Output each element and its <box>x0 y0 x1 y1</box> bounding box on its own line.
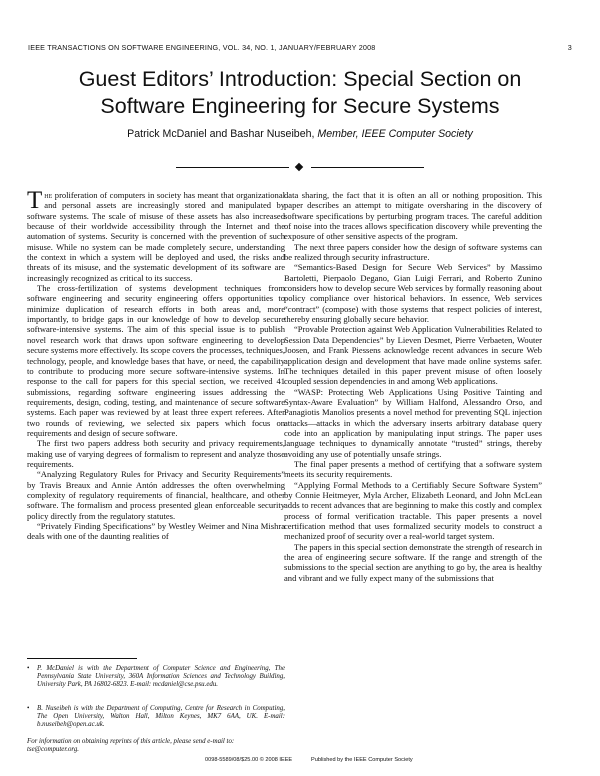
journal-header: IEEE TRANSACTIONS ON SOFTWARE ENGINEERING, VOL. 34, NO. 1, JANUARY/FEBRUARY 2008 <box>28 43 376 52</box>
divider-line-right <box>311 167 424 168</box>
footnote-text: For information on obtaining reprints of this article, please send e-mail to: tse@computer.org. <box>27 738 235 754</box>
article-title <box>0 66 600 120</box>
author-affiliation: Member, IEEE Computer Society <box>317 128 473 140</box>
drop-cap: T <box>27 187 43 214</box>
author-names: Patrick McDaniel and Bashar Nuseibeh, <box>127 128 318 140</box>
paragraph: “Provable Protection against Web Application Vulnerabilities Related to Session Data Dependencies” by Lieven Desmet, Pierre Verbaeten, Wouter Joosen, and Frank Piessens acknowledge recent advances in secure Web application design and development that have made online systems safer. The techniques detailed in this paper prevent misuse of often loosely coupled session dependencies in and among Web applications. <box>284 324 542 387</box>
paragraph: data sharing, the fact that it is often an all or nothing proposition. This paper describes an attempt to mitigate oversharing in the discovery of software specifications by perturbing program traces. The careful addition of noise into the traces allows specification discovery while preventing the exposure of other sensitive aspects of the program. <box>284 190 542 242</box>
paragraph: “Semantics-Based Design for Secure Web Services” by Massimo Bartoletti, Pierpaolo Degano, Gian Luigi Ferrari, and Roberto Zunino considers how to develop secure Web services by formally reasoning about policy compliance over historical behaviors. In essence, Web services “contract” (compose) with those systems that respect policies of interest, thereby ensuring globally secure behavior. <box>284 262 542 325</box>
footnote-mcdaniel <box>27 665 285 690</box>
author-line <box>0 128 600 140</box>
paragraph: “Applying Formal Methods to a Certifiably Secure Software System” by Connie Heitmeyer, Myla Archer, Elizabeth Leonard, and John McLean adds to recent advances that are beginning to make this costly and complex process of formal verification tractable. This paper presents a novel certification method that uses formalized security models to construct a mechanized proof of security over a real-world target system. <box>284 479 542 542</box>
footnote-text: P. McDaniel is with the Department of Computer Science and Engineering, The Pennsylvania State University, 360A Information Sciences and Technology Building, University Park, PA 16802-6823. E-mail: mcdaniel@cse.psu.edu. <box>37 665 285 689</box>
paragraph: The first two papers address both security and privacy requirements, making use of varying degrees of formalism to represent and analyze those requirements. <box>27 438 285 469</box>
paragraph: “WASP: Protecting Web Applications Using Positive Tainting and Syntax-Aware Evaluation” by William Halfond, Alessandro Orso, and Panagiotis Manolios presents a novel method for preventing SQL injection attacks—attacks in which the adversary inserts arbitrary database query code into an application by manipulating input strings. The paper uses language techniques to dynamically annotate “trusted” strings, thereby avoiding any use of potentially unsafe strings. <box>284 386 542 459</box>
divider-line-left <box>176 167 289 168</box>
bullet-icon: • <box>27 705 30 712</box>
intro-smallcaps: he <box>44 190 53 200</box>
paragraph: The cross-fertilization of systems development techniques from software engineering and security engineering offers opportunities to minimize duplication of research efforts in both areas and, more importantly, to bridge gaps in our knowledge of how to develop secure software-intensive systems. The aim of this special issue is to publish novel research work that draws upon software engineering to develop secure systems more effectively. Its scope covers the processes, techniques, technology, people, and knowledge bases that have, or need, the capability to contribute to producing more secure software-intensive systems. In response to the call for papers for this special section, we received 41 submissions, regarding software engineering issues addressing the requirements, design, coding, testing, and maintenance of secure software systems. Each paper was reviewed by at least three expert referees. After two rounds of reviewing, we selected six papers which focus on requirements and design of secure software. <box>27 283 285 438</box>
right-column <box>284 190 542 583</box>
paragraph: “Privately Finding Specifications” by Westley Weimer and Nina Mishra deals with one of the daunting realities of <box>27 521 285 542</box>
paragraph-intro <box>27 187 285 283</box>
left-column <box>27 187 285 542</box>
title-line-1: Guest Editors’ Introduction: Special Section on <box>78 67 522 91</box>
footnote-nuseibeh <box>27 705 285 730</box>
running-header <box>28 43 572 55</box>
paragraph: The final paper presents a method of certifying that a software system meets its security requirements. <box>284 458 542 480</box>
paragraph: The next three papers consider how the design of software systems can be realized through security infrastructure. <box>284 241 542 263</box>
publisher-line: Published by the IEEE Computer Society <box>311 757 413 763</box>
bullet-icon: • <box>27 665 30 672</box>
paragraph: “Analyzing Regulatory Rules for Privacy and Security Requirements” by Travis Breaux and Annie Antón addresses the often overwhelming complexity of regulatory requirements of financial, healthcare, and other software. The formalism and process presented glean enforceable security policy directly from the regulatory statutes. <box>27 469 285 521</box>
copyright-line: 0098-5589/08/$25.00 © 2008 IEEE <box>205 757 293 763</box>
footnote-rule <box>27 658 137 659</box>
intro-text: proliferation of computers in society has meant that organizational and personal assets are increasingly stored and manipulated by software systems. The scale of misuse of these assets has also increased because of their worldwide accessibility through the Internet and the automation of systems. Security is concerned with the prevention of such misuse. While no system can be made completely secure, understanding the context in which a system will be deployed and used, the risks and threats of its misuse, and the systematic development of its software are increasingly recognized as critical to its success. <box>27 190 285 283</box>
title-line-2: Software Engineering for Secure Systems <box>100 94 500 118</box>
page-number: 3 <box>567 43 572 52</box>
title-divider <box>0 162 600 174</box>
footnote-text: B. Nuseibeh is with the Department of Computing, Centre for Research in Computing, The Open University, Walton Hall, Milton Keynes, MK7 6AA, UK. E-mail: b.nuseibeh@open.ac.uk. <box>37 705 285 729</box>
diamond-icon <box>295 163 303 171</box>
paragraph: The papers in this special section demonstrate the strength of research in the area of engineering secure software. If the range and strength of the submissions to the special section are anything to go by, the area is healthy and vibrant and we fully expect many of the submissions that <box>284 541 543 583</box>
footnote-reprints <box>27 738 285 754</box>
